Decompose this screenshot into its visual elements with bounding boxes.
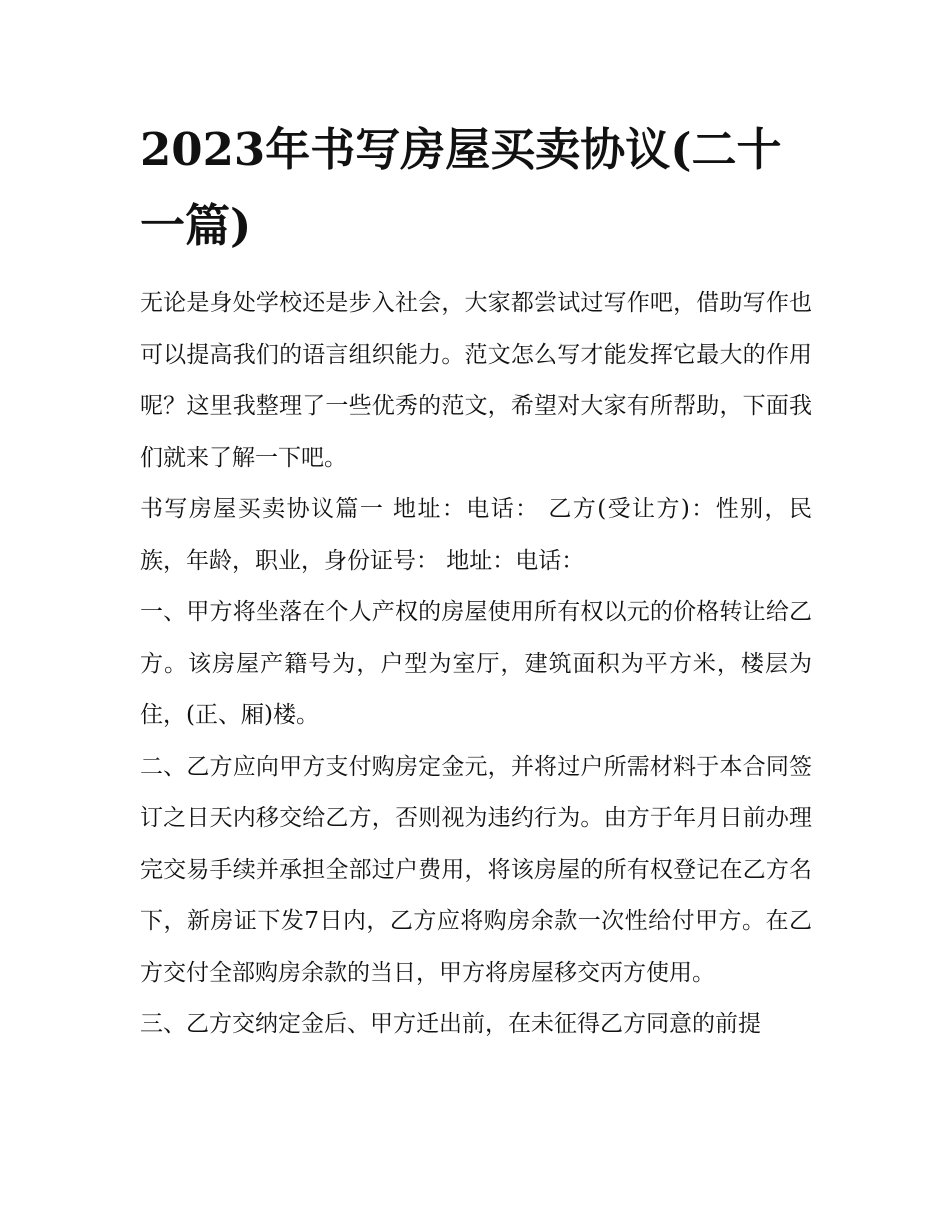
document-body bbox=[140, 278, 812, 1051]
document-page bbox=[140, 112, 812, 1051]
paragraph-intro: 无论是身处学校还是步入社会，大家都尝试过写作吧，借助写作也可以提高我们的语言组织能力。范文怎么写才能发挥它最大的作用呢？这里我整理了一些优秀的范文，希望对大家有所帮助，下面我们就来了解一下吧。 bbox=[140, 290, 812, 471]
paragraph-parties: 书写房屋买卖协议篇一 地址：电话： 乙方(受让方)：性别，民族，年龄，职业，身份证号： 地址：电话： bbox=[140, 496, 812, 574]
paragraph-clause-3: 三、乙方交纳定金后、甲方迁出前，在未征得乙方同意的前提 bbox=[140, 1011, 761, 1037]
document-title: 2023年书写房屋买卖协议(二十一篇) bbox=[140, 123, 782, 252]
paragraph-clause-1: 一、甲方将坐落在个人产权的房屋使用所有权以元的价格转让给乙方。该房屋产籍号为，户型为室厅，建筑面积为平方米，楼层为住，(正、厢)楼。 bbox=[140, 599, 812, 728]
paragraph-clause-2: 二、乙方应向甲方支付购房定金元，并将过户所需材料于本合同签订之日天内移交给乙方，否则视为违约行为。由方于年月日前办理完交易手续并承担全部过户费用，将该房屋的所有权登记在乙方名下，新房证下发7日内，乙方应将购房余款一次性给付甲方。在乙方交付全部购房余款的当日，甲方将房屋移交丙方使用。 bbox=[140, 753, 812, 986]
